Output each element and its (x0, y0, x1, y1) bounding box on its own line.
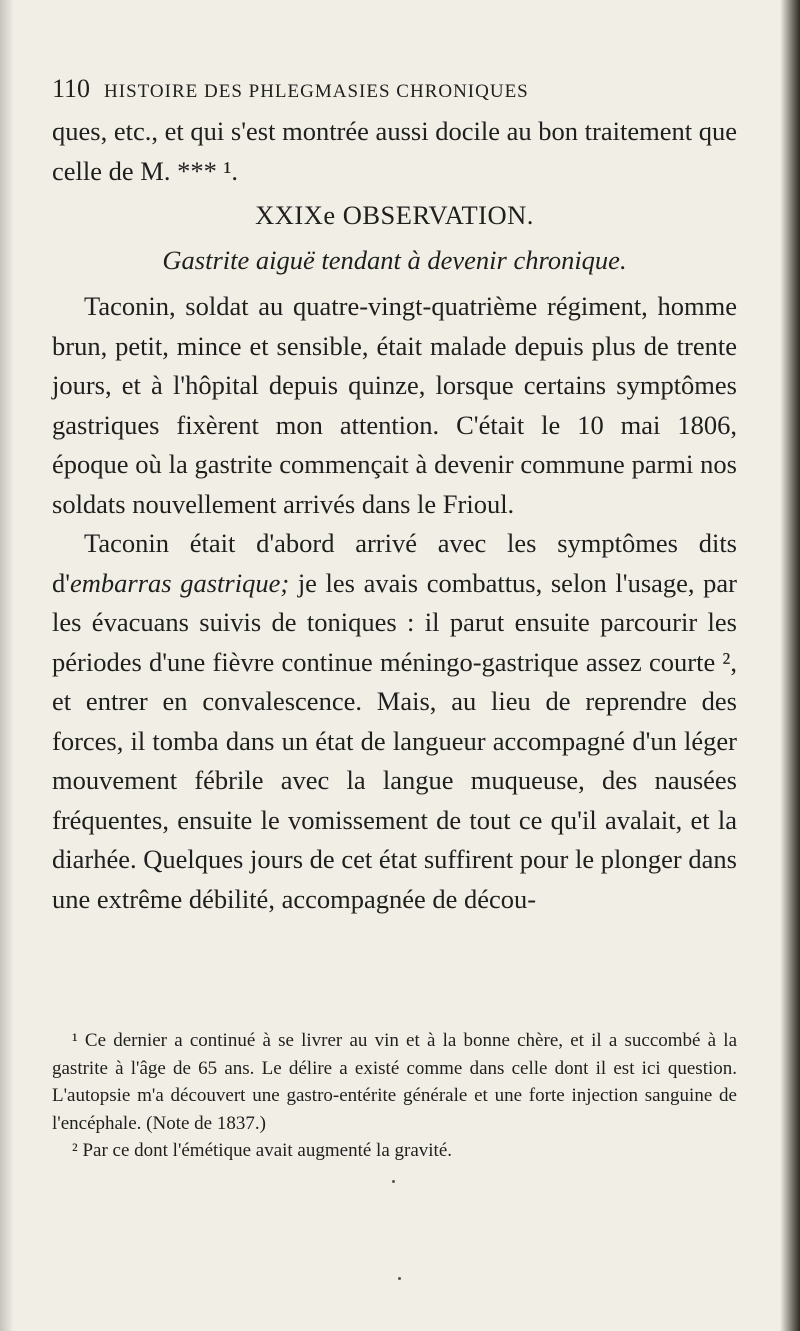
speck (392, 1180, 395, 1183)
page-gutter-shadow (0, 0, 14, 1331)
paragraph-2-text-a: Taconin était d'abord arrivé avec les symptômes dits d' (52, 528, 737, 598)
page-edge (780, 0, 800, 1331)
speck (398, 1277, 401, 1280)
observation-subtitle: Gastrite aiguë tendant à devenir chronique. (162, 244, 627, 275)
running-title: HISTOIRE DES PHLEGMASIES CHRONIQUES (104, 81, 529, 102)
paragraph-2 (52, 524, 737, 919)
paragraph-1: Taconin, soldat au quatre-vingt-quatrième régiment, homme brun, petit, mince et sensible, était malade depuis plus de trente jours, et à l'hôpital depuis quinze, lorsque certains symptômes gastriques fixèrent mon attention. C'était le 10 mai 1806, époque où la gastrite commençait à devenir commune parmi nos soldats nouvellement arrivés dans le Frioul. (52, 291, 737, 519)
main-text (52, 112, 737, 919)
footnote-1: ¹ Ce dernier a continué à se livrer au vin et à la bonne chère, et il a succombé à la gastrite à l'âge de 65 ans. Le délire a existé comme dans celle dont il est ici question. L'autopsie m'a découvert une gastro-entérite générale et une forte injection sanguine de l'encéphale. (Note de 1837.) (52, 1030, 737, 1134)
running-head (52, 74, 737, 104)
page-number: 110 (52, 74, 91, 103)
footnotes (52, 1027, 737, 1165)
footnote-2: ² Par ce dont l'émétique avait augmenté la gravité. (72, 1140, 452, 1161)
paragraph-2-text-b: je les avais combattus, selon l'usage, par les évacuans suivis de toniques : il parut ensuite parcourir les périodes d'une fièvre continue méningo-gastrique assez courte ², et entrer en convalescence. Mais, au lieu de reprendre des forces, il tomba dans un état de langueur accompagné d'un léger mouvement fébrile avec la langue muqueuse, des nausées fréquentes, ensuite le vomissement de tout ce qu'il avalait, et la diarhée. Quelques jours de cet état suffirent pour le plonger dans une extrême débilité, accompagnée de décou- (52, 567, 737, 914)
observation-heading: XXIXe OBSERVATION. (255, 200, 534, 230)
paragraph-2-italic: embarras gastrique; (70, 567, 290, 598)
paragraph-continuation: ques, etc., et qui s'est montrée aussi docile au bon traitement que celle de M. *** ¹. (52, 116, 737, 186)
